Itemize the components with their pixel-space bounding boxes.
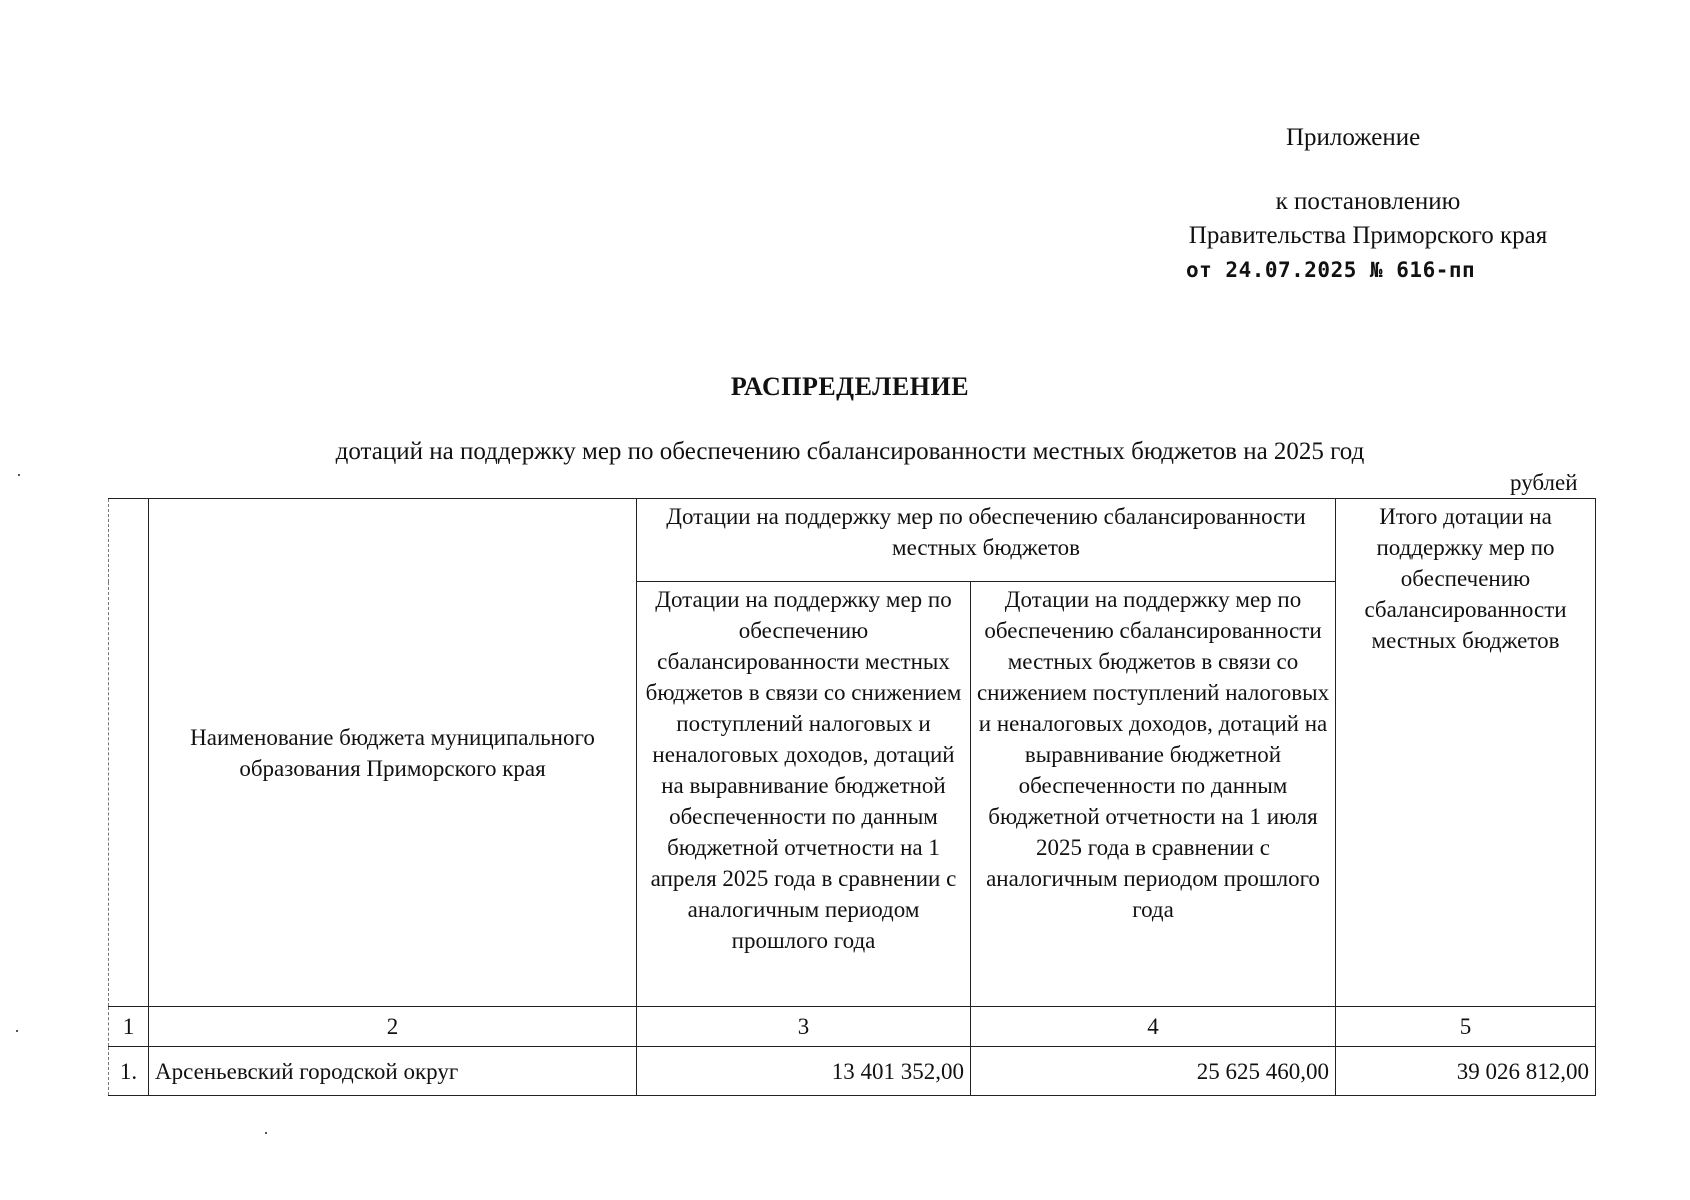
header-total-subsidies: Итого дотации на поддержку мер по обеспечению сбалансированности местных бюджетов bbox=[1336, 499, 1596, 1007]
row-april-amount: 13 401 352,00 bbox=[637, 1047, 971, 1096]
scan-speck bbox=[265, 1132, 267, 1134]
column-number: 1 bbox=[109, 1007, 149, 1047]
column-number: 2 bbox=[149, 1007, 637, 1047]
scan-speck bbox=[16, 1030, 18, 1032]
column-number: 4 bbox=[971, 1007, 1336, 1047]
document-title: РАСПРЕДЕЛЕНИЕ bbox=[730, 372, 970, 401]
row-july-amount: 25 625 460,00 bbox=[971, 1047, 1336, 1096]
row-number: 1. bbox=[109, 1047, 149, 1096]
table-header-row bbox=[109, 499, 1596, 582]
header-group-subsidies: Дотации на поддержку мер по обеспечению сбалансированности местных бюджетов bbox=[637, 499, 1336, 582]
annex-date-number: от 24.07.2025 № 616-пп bbox=[1186, 258, 1476, 282]
annex-resolution-line: к постановлению bbox=[1275, 188, 1461, 215]
header-budget-name: Наименование бюджета муниципального образования Приморского края bbox=[149, 499, 637, 1007]
header-july-subsidies: Дотации на поддержку мер по обеспечению сбалансированности местных бюджетов в связи со снижением поступлений налоговых и неналоговых доходов, дотаций на выравнивание бюджетной обеспеченности по данным бюджетной отчетности на 1 июля 2025 года в сравнении с аналогичным периодом прошлого года bbox=[971, 582, 1336, 1007]
header-april-subsidies: Дотации на поддержку мер по обеспечению сбалансированности местных бюджетов в связи со снижением поступлений налоговых и неналоговых доходов, дотаций на выравнивание бюджетной обеспеченности по данным бюджетной отчетности на 1 апреля 2025 года в сравнении с аналогичным периодом прошлого года bbox=[637, 582, 971, 1007]
table-row bbox=[109, 1047, 1596, 1096]
annex-title: Приложение bbox=[1286, 124, 1421, 151]
document-subtitle: дотаций на поддержку мер по обеспечению сбалансированности местных бюджетов на 2025 год bbox=[335, 438, 1365, 465]
annex-government-line: Правительства Приморского края bbox=[1188, 222, 1548, 249]
distribution-table bbox=[108, 498, 1596, 1096]
units-label: рублей bbox=[1510, 470, 1578, 495]
column-number: 5 bbox=[1336, 1007, 1596, 1047]
column-number: 3 bbox=[637, 1007, 971, 1047]
header-number-cell bbox=[109, 499, 149, 1007]
column-number-row bbox=[109, 1007, 1596, 1047]
row-budget-name: Арсеньевский городской округ bbox=[149, 1047, 637, 1096]
row-total-amount: 39 026 812,00 bbox=[1336, 1047, 1596, 1096]
scan-speck bbox=[18, 474, 20, 476]
